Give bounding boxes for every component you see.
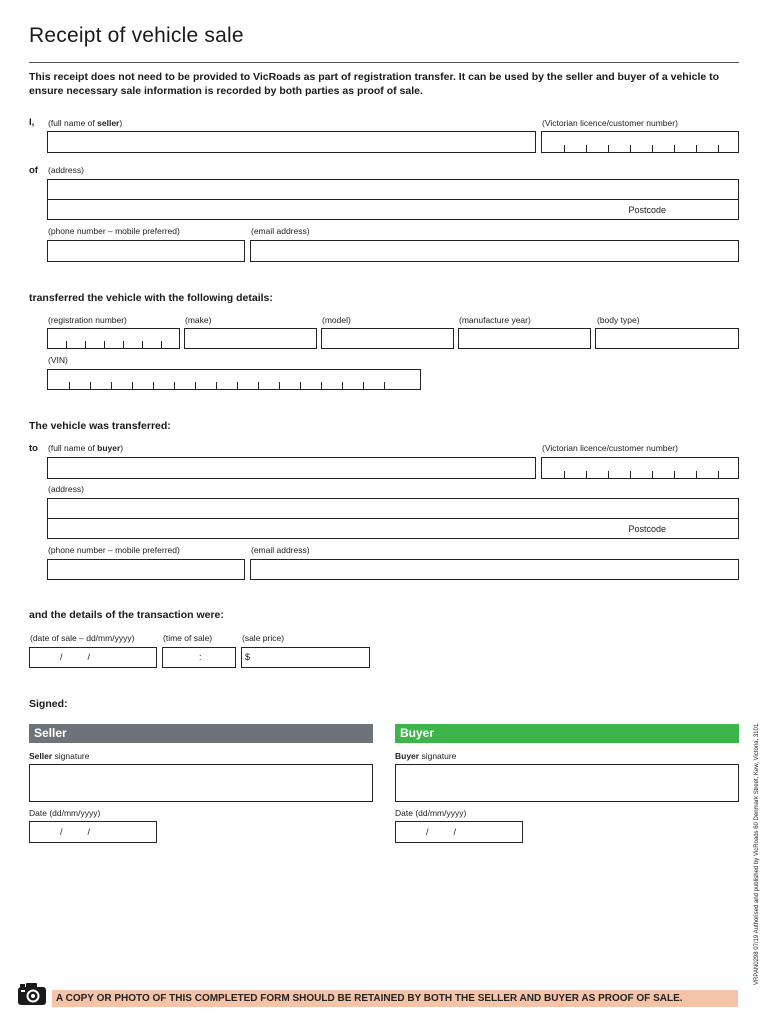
body-type-label: (body type) [597, 315, 640, 325]
buyer-signature-field[interactable] [395, 764, 739, 802]
body-type-field[interactable] [595, 328, 739, 349]
seller-phone-label: (phone number – mobile preferred) [48, 226, 180, 236]
buyer-name-field[interactable] [47, 457, 536, 479]
buyer-band: Buyer [395, 724, 739, 743]
transaction-heading: and the details of the transaction were: [29, 609, 224, 621]
date-of-sale-field[interactable] [29, 647, 157, 668]
seller-email-label: (email address) [251, 226, 310, 236]
buyer-signature-label: Buyer signature [395, 751, 457, 761]
vin-field[interactable] [47, 369, 421, 390]
seller-licence-ticks [542, 145, 738, 152]
publisher-note: VRPAN0298 07/19 Authorised and published by VicRoads 60 Denmark Street, Kew, Victoria, 3101. [754, 722, 760, 985]
prefix-i: I, [29, 117, 35, 128]
seller-signature-label: Seller signature [29, 751, 90, 761]
buyer-phone-field[interactable] [47, 559, 245, 580]
make-field[interactable] [184, 328, 317, 349]
seller-band: Seller [29, 724, 373, 743]
title-divider [29, 62, 739, 63]
rego-label: (registration number) [48, 315, 127, 325]
sale-price-label: (sale price) [242, 633, 285, 643]
vehicle-heading: transferred the vehicle with the following details: [29, 292, 273, 304]
signed-heading: Signed: [29, 698, 68, 710]
year-label: (manufacture year) [459, 315, 531, 325]
seller-licence-field[interactable] [541, 131, 739, 153]
time-of-sale-label: (time of sale) [163, 633, 213, 643]
seller-postcode-label: Postcode [628, 205, 666, 215]
buyer-date-field[interactable] [395, 821, 523, 843]
seller-date-label: Date (dd/mm/yyyy) [29, 808, 101, 818]
seller-email-field[interactable] [250, 240, 739, 262]
buyer-date-separators: / / [426, 827, 457, 837]
sale-price-field[interactable] [241, 647, 370, 668]
prefix-of: of [29, 165, 38, 176]
buyer-name-label: (full name of buyer) [48, 443, 124, 453]
year-field[interactable] [458, 328, 591, 349]
buyer-address-line2[interactable] [47, 518, 739, 539]
vin-ticks [48, 382, 420, 389]
make-label: (make) [185, 315, 212, 325]
camera-icon [17, 979, 47, 1007]
buyer-address-line1[interactable] [47, 498, 739, 519]
retain-copy-notice: A COPY OR PHOTO OF THIS COMPLETED FORM SHOULD BE RETAINED BY BOTH THE SELLER AND BUYER AS PROOF OF SALE. [52, 990, 738, 1007]
seller-date-field[interactable] [29, 821, 157, 843]
currency-symbol: $ [245, 652, 251, 662]
date-of-sale-label: (date of sale – dd/mm/yyyy) [30, 633, 135, 643]
buyer-date-label: Date (dd/mm/yyyy) [395, 808, 467, 818]
buyer-email-field[interactable] [250, 559, 739, 580]
buyer-phone-label: (phone number – mobile preferred) [48, 545, 180, 555]
buyer-address-label: (address) [48, 484, 84, 494]
seller-signature-field[interactable] [29, 764, 373, 802]
transferred-heading: The vehicle was transferred: [29, 420, 171, 432]
seller-name-field[interactable] [47, 131, 536, 153]
seller-phone-field[interactable] [47, 240, 245, 262]
buyer-licence-label: (Victorian licence/customer number) [542, 443, 678, 453]
seller-address-line1[interactable] [47, 179, 739, 200]
model-field[interactable] [321, 328, 454, 349]
seller-address-line2[interactable] [47, 199, 739, 220]
intro-text: This receipt does not need to be provided to VicRoads as part of registration transfer. It can be used by the seller and buyer of a vehicle to ensure necessary sale information is recorded by both parties as proof of sale. [29, 71, 720, 97]
buyer-email-label: (email address) [251, 545, 310, 555]
seller-licence-label: (Victorian licence/customer number) [542, 118, 678, 128]
buyer-licence-field[interactable] [541, 457, 739, 479]
vin-label: (VIN) [48, 355, 68, 365]
time-separator: : [199, 652, 202, 662]
rego-ticks [48, 341, 179, 348]
time-of-sale-field[interactable] [162, 647, 236, 668]
model-label: (model) [322, 315, 351, 325]
seller-address-label: (address) [48, 165, 84, 175]
date-of-sale-separators: / / [60, 652, 91, 662]
page-title: Receipt of vehicle sale [29, 24, 244, 47]
buyer-postcode-label: Postcode [628, 524, 666, 534]
seller-date-separators: / / [60, 827, 91, 837]
seller-name-label: (full name of seller) [48, 118, 123, 128]
buyer-licence-ticks [542, 471, 738, 478]
rego-field[interactable] [47, 328, 180, 349]
prefix-to: to [29, 443, 38, 454]
